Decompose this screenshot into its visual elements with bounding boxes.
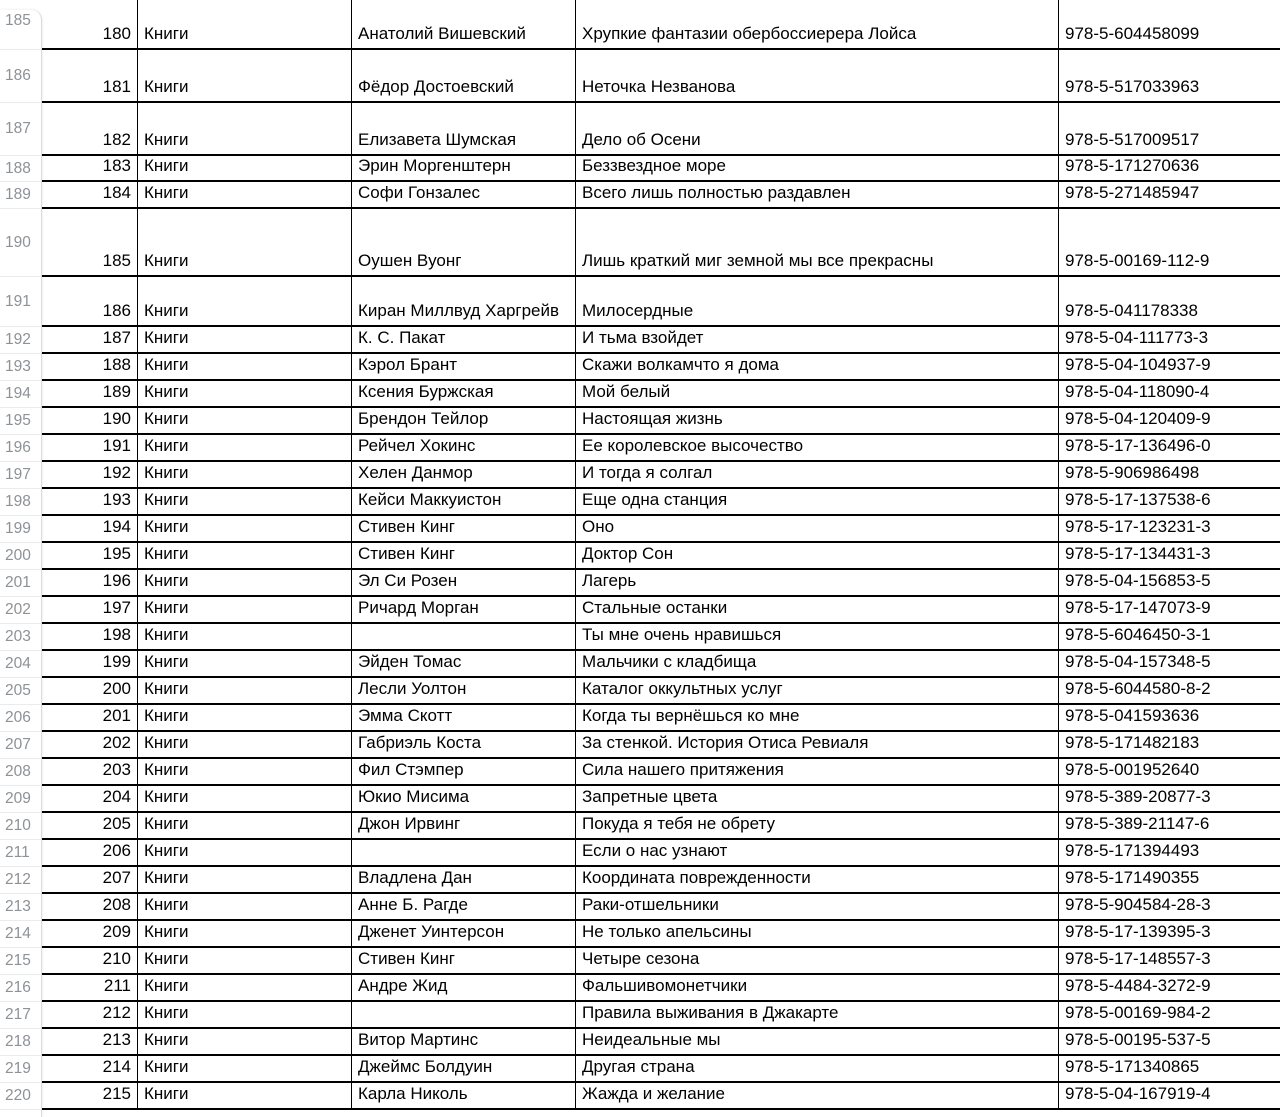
cell-author[interactable]: Эмма Скотт [352, 705, 576, 730]
cell-title[interactable]: Лишь краткий миг земной мы все прекрасны [576, 209, 1059, 275]
row-header[interactable]: 197 [0, 462, 41, 489]
cell-title[interactable]: Дело об Осени [576, 103, 1059, 154]
cell-category[interactable]: Книги [138, 732, 352, 757]
cell-isbn[interactable]: 978-5-171340865 [1065, 1057, 1200, 1076]
cell-title[interactable]: Настоящая жизнь [576, 408, 1059, 433]
cell-title[interactable]: Когда ты вернёшься ко мне [576, 705, 1059, 730]
cell-title[interactable]: Ее королевское высочество [576, 435, 1059, 460]
cell-author[interactable]: Елизавета Шумская [352, 103, 576, 154]
cell-isbn[interactable]: 978-5-17-136496-0 [1065, 436, 1211, 455]
cell-category[interactable]: Книги [138, 0, 352, 48]
cell-isbn[interactable]: 978-5-389-21147-6 [1065, 814, 1210, 833]
cell-isbn[interactable]: 978-5-17-148557-3 [1065, 949, 1211, 968]
cell-author[interactable]: Андре Жид [352, 975, 576, 1000]
row-header[interactable]: 216 [0, 975, 41, 1002]
cell-author[interactable] [352, 624, 576, 649]
table-row [41, 678, 1280, 705]
cell-isbn[interactable]: 978-5-04-104937-9 [1065, 355, 1211, 374]
cell-isbn[interactable]: 978-5-04-167919-4 [1065, 1084, 1211, 1103]
row-header[interactable]: 209 [0, 786, 41, 813]
cell-category[interactable]: Книги [138, 354, 352, 379]
cell-isbn[interactable]: 978-5-6044580-8-2 [1065, 679, 1211, 698]
cell-category[interactable]: Книги [138, 327, 352, 352]
cell-category[interactable]: Книги [138, 50, 352, 101]
cell-category[interactable]: Книги [138, 408, 352, 433]
cell-category[interactable]: Книги [138, 921, 352, 946]
cell-author[interactable]: Анатолий Вишевский [352, 0, 576, 48]
row-header[interactable]: 218 [0, 1029, 41, 1056]
cell-item-number[interactable]: 184 [41, 182, 138, 207]
cell-item-number[interactable]: 185 [41, 209, 138, 275]
table-row [41, 327, 1280, 354]
cell-category[interactable]: Книги [138, 381, 352, 406]
row-header[interactable]: 205 [0, 678, 41, 705]
cell-category[interactable]: Книги [138, 209, 352, 275]
table-row [41, 570, 1280, 597]
cell-category[interactable]: Книги [138, 840, 352, 865]
cell-category[interactable]: Книги [138, 678, 352, 703]
cell-isbn[interactable]: 978-5-171482183 [1065, 733, 1200, 752]
cell-item-number[interactable]: 198 [41, 624, 138, 649]
cell-category[interactable]: Книги [138, 156, 352, 180]
cell-item-number[interactable]: 215 [41, 1083, 138, 1108]
cell-item-number[interactable]: 190 [41, 408, 138, 433]
cell-title[interactable]: Скажи волкамчто я дома [576, 354, 1059, 379]
cell-category[interactable]: Книги [138, 894, 352, 919]
cell-title[interactable]: Жажда и желание [576, 1083, 1059, 1108]
cell-isbn[interactable]: 978-5-17-134431-3 [1065, 544, 1211, 563]
cell-category[interactable]: Книги [138, 462, 352, 487]
cell-title[interactable]: И тогда я солгал [576, 462, 1059, 487]
cell-item-number[interactable]: 180 [41, 0, 138, 48]
cell-title[interactable]: Покуда я тебя не обрету [576, 813, 1059, 838]
table-row [41, 975, 1280, 1002]
cell-category[interactable]: Книги [138, 277, 352, 325]
cell-author[interactable]: Ричард Морган [352, 597, 576, 622]
cell-category[interactable]: Книги [138, 1056, 352, 1081]
table-row [41, 50, 1280, 103]
cell-isbn[interactable]: 978-5-6046450-3-1 [1065, 625, 1211, 644]
cell-author[interactable]: Эйден Томас [352, 651, 576, 676]
cell-item-number[interactable]: 204 [41, 786, 138, 811]
cell-title[interactable]: Стальные останки [576, 597, 1059, 622]
row-header[interactable]: 214 [0, 921, 41, 948]
cell-author[interactable]: Кэрол Брант [352, 354, 576, 379]
cell-isbn[interactable]: 978-5-17-137538-6 [1065, 490, 1211, 509]
cell-isbn[interactable]: 978-5-04-120409-9 [1065, 409, 1211, 428]
table-row [41, 435, 1280, 462]
cell-title[interactable]: Неточка Незванова [576, 50, 1059, 101]
table-row [41, 759, 1280, 786]
cell-category[interactable]: Книги [138, 624, 352, 649]
row-header[interactable]: 190 [0, 209, 41, 277]
table-row [41, 103, 1280, 156]
cell-isbn[interactable]: 978-5-904584-28-3 [1065, 895, 1211, 914]
cell-item-number[interactable]: 203 [41, 759, 138, 784]
row-header[interactable]: 220 [0, 1083, 41, 1110]
cell-author[interactable]: Киран Миллвуд Харгрейв [352, 277, 576, 325]
row-number-gutter [0, 10, 42, 1117]
row-header[interactable]: 211 [0, 840, 41, 867]
cell-item-number[interactable]: 197 [41, 597, 138, 622]
table-row [41, 543, 1280, 570]
cell-author[interactable]: Дженет Уинтерсон [352, 921, 576, 946]
cell-isbn[interactable]: 978-5-041593636 [1065, 706, 1200, 725]
row-header[interactable]: 185 [0, 10, 41, 50]
cell-category[interactable]: Книги [138, 597, 352, 622]
cell-title[interactable]: Каталог оккультных услуг [576, 678, 1059, 703]
cell-category[interactable]: Книги [138, 651, 352, 676]
cell-author[interactable]: Фил Стэмпер [352, 759, 576, 784]
cell-item-number[interactable]: 186 [41, 277, 138, 325]
table-row [41, 156, 1280, 182]
cell-item-number[interactable]: 182 [41, 103, 138, 154]
cell-title[interactable]: Мальчики с кладбища [576, 651, 1059, 676]
cell-author[interactable]: Эл Си Розен [352, 570, 576, 595]
row-header[interactable]: 217 [0, 1002, 41, 1029]
row-header[interactable]: 199 [0, 516, 41, 543]
cell-author[interactable]: Софи Гонзалес [352, 182, 576, 207]
row-header[interactable]: 202 [0, 597, 41, 624]
cell-author[interactable]: Джон Ирвинг [352, 813, 576, 838]
cell-title[interactable]: Другая страна [576, 1056, 1059, 1081]
cell-category[interactable]: Книги [138, 1083, 352, 1108]
cell-item-number[interactable]: 187 [41, 327, 138, 352]
cell-title[interactable]: Ты мне очень нравишься [576, 624, 1059, 649]
cell-author[interactable]: Стивен Кинг [352, 516, 576, 541]
row-header[interactable]: 191 [0, 277, 41, 327]
row-header[interactable]: 201 [0, 570, 41, 597]
table-row [41, 948, 1280, 975]
table-row [41, 597, 1280, 624]
cell-title[interactable]: Беззвездное море [576, 156, 1059, 180]
cell-title[interactable]: Фальшивомонетчики [576, 975, 1059, 1000]
cell-author[interactable]: Рейчел Хокинс [352, 435, 576, 460]
table-row [41, 1002, 1280, 1029]
cell-author[interactable]: К. С. Пакат [352, 327, 576, 352]
row-header[interactable]: 219 [0, 1056, 41, 1083]
cell-author[interactable]: Стивен Кинг [352, 543, 576, 568]
cell-author[interactable]: Оушен Вуонг [352, 209, 576, 275]
cell-category[interactable]: Книги [138, 435, 352, 460]
row-header[interactable]: 198 [0, 489, 41, 516]
cell-category[interactable]: Книги [138, 786, 352, 811]
row-header[interactable]: 192 [0, 327, 41, 354]
cell-item-number[interactable]: 211 [41, 975, 138, 1000]
row-header[interactable]: 193 [0, 354, 41, 381]
cell-item-number[interactable]: 194 [41, 516, 138, 541]
cell-item-number[interactable]: 214 [41, 1056, 138, 1081]
cell-isbn[interactable]: 978-5-04-156853-5 [1065, 571, 1211, 590]
row-header[interactable]: 212 [0, 867, 41, 894]
row-header[interactable]: 187 [0, 103, 41, 156]
cell-title[interactable]: Координата поврежденности [576, 867, 1059, 892]
cell-isbn[interactable]: 978-5-271485947 [1065, 183, 1200, 202]
cell-isbn[interactable]: 978-5-517033963 [1065, 77, 1200, 96]
table-row [41, 209, 1280, 277]
cell-title[interactable]: Не только апельсины [576, 921, 1059, 946]
row-header[interactable]: 195 [0, 408, 41, 435]
table-row [41, 0, 1280, 50]
cell-title[interactable]: Доктор Сон [576, 543, 1059, 568]
cell-title[interactable]: Мой белый [576, 381, 1059, 406]
cell-isbn[interactable]: 978-5-4484-3272-9 [1065, 976, 1211, 995]
cell-item-number[interactable]: 210 [41, 948, 138, 973]
cell-isbn[interactable]: 978-5-604458099 [1065, 24, 1200, 43]
row-header[interactable]: 210 [0, 813, 41, 840]
cell-title[interactable]: Четыре сезона [576, 948, 1059, 973]
cell-title[interactable]: Если о нас узнают [576, 840, 1059, 865]
cell-title[interactable]: Оно [576, 516, 1059, 541]
cell-item-number[interactable]: 209 [41, 921, 138, 946]
cell-isbn[interactable]: 978-5-00169-112-9 [1065, 251, 1210, 270]
cell-category[interactable]: Книги [138, 103, 352, 154]
cell-title[interactable]: Правила выживания в Джакарте [576, 1002, 1059, 1027]
cell-item-number[interactable]: 195 [41, 543, 138, 568]
table-row [41, 894, 1280, 921]
table-row [41, 408, 1280, 435]
cell-category[interactable]: Книги [138, 867, 352, 892]
table-row [41, 705, 1280, 732]
cell-item-number[interactable]: 202 [41, 732, 138, 757]
cell-item-number[interactable]: 189 [41, 381, 138, 406]
cell-isbn[interactable]: 978-5-171394493 [1065, 841, 1200, 860]
cell-category[interactable]: Книги [138, 516, 352, 541]
cell-author[interactable]: Лесли Уолтон [352, 678, 576, 703]
row-header[interactable]: 213 [0, 894, 41, 921]
cell-author[interactable]: Эрин Моргенштерн [352, 156, 576, 180]
cell-title[interactable]: Запретные цвета [576, 786, 1059, 811]
cell-item-number[interactable]: 188 [41, 354, 138, 379]
table-row [41, 354, 1280, 381]
row-header[interactable]: 188 [0, 156, 41, 182]
cell-item-number[interactable]: 196 [41, 570, 138, 595]
cell-author[interactable]: Хелен Данмор [352, 462, 576, 487]
sheet-grid [41, 0, 1280, 1110]
cell-item-number[interactable]: 192 [41, 462, 138, 487]
table-row [41, 381, 1280, 408]
table-row [41, 921, 1280, 948]
row-header[interactable]: 204 [0, 651, 41, 678]
cell-category[interactable]: Книги [138, 543, 352, 568]
cell-item-number[interactable]: 199 [41, 651, 138, 676]
cell-category[interactable]: Книги [138, 705, 352, 730]
cell-isbn[interactable]: 978-5-17-123231-3 [1065, 517, 1211, 536]
row-header[interactable]: 196 [0, 435, 41, 462]
cell-title[interactable]: Раки-отшельники [576, 894, 1059, 919]
row-header[interactable]: 186 [0, 50, 41, 103]
cell-isbn[interactable]: 978-5-04-111773-3 [1065, 328, 1209, 347]
cell-author[interactable]: Юкио Мисима [352, 786, 576, 811]
cell-item-number[interactable]: 213 [41, 1029, 138, 1054]
cell-title[interactable]: Сила нашего притяжения [576, 759, 1059, 784]
table-row [41, 516, 1280, 543]
cell-author[interactable]: Габриэль Коста [352, 732, 576, 757]
cell-category[interactable]: Книги [138, 1002, 352, 1027]
table-row [41, 732, 1280, 759]
row-number-gutter-inner [0, 10, 41, 1110]
row-header[interactable]: 200 [0, 543, 41, 570]
table-row [41, 813, 1280, 840]
cell-title[interactable]: И тьма взойдет [576, 327, 1059, 352]
cell-title[interactable]: За стенкой. История Отиса Ревиаля [576, 732, 1059, 757]
row-header[interactable]: 207 [0, 732, 41, 759]
cell-item-number[interactable]: 208 [41, 894, 138, 919]
cell-isbn[interactable]: 978-5-171270636 [1065, 156, 1200, 175]
cell-category[interactable]: Книги [138, 570, 352, 595]
cell-title[interactable]: Хрупкие фантазии обербоссиерера Лойса [576, 0, 1059, 48]
cell-category[interactable]: Книги [138, 975, 352, 1000]
row-header[interactable]: 203 [0, 624, 41, 651]
cell-item-number[interactable]: 181 [41, 50, 138, 101]
cell-isbn[interactable]: 978-5-001952640 [1065, 760, 1200, 779]
cell-author[interactable]: Ксения Буржская [352, 381, 576, 406]
row-header[interactable]: 215 [0, 948, 41, 975]
cell-isbn[interactable]: 978-5-17-139395-3 [1065, 922, 1211, 941]
cell-item-number[interactable]: 206 [41, 840, 138, 865]
cell-author[interactable]: Анне Б. Рагде [352, 894, 576, 919]
cell-author[interactable] [352, 840, 576, 865]
cell-author[interactable]: Джеймс Болдуин [352, 1056, 576, 1081]
table-row [41, 840, 1280, 867]
cell-title[interactable]: Неидеальные мы [576, 1029, 1059, 1054]
table-row [41, 489, 1280, 516]
cell-category[interactable]: Книги [138, 489, 352, 514]
table-row [41, 786, 1280, 813]
cell-author[interactable]: Брендон Тейлор [352, 408, 576, 433]
cell-category[interactable]: Книги [138, 759, 352, 784]
table-row [41, 1029, 1280, 1056]
cell-author[interactable]: Витор Мартинс [352, 1029, 576, 1054]
table-row [41, 867, 1280, 894]
cell-isbn[interactable]: 978-5-041178338 [1065, 301, 1198, 320]
cell-title[interactable]: Еще одна станция [576, 489, 1059, 514]
cell-author[interactable]: Кейси Маккуистон [352, 489, 576, 514]
cell-author[interactable]: Фёдор Достоевский [352, 50, 576, 101]
cell-isbn[interactable]: 978-5-04-157348-5 [1065, 652, 1211, 671]
cell-isbn[interactable]: 978-5-389-20877-3 [1065, 787, 1211, 806]
cell-item-number[interactable]: 212 [41, 1002, 138, 1027]
cell-item-number[interactable]: 205 [41, 813, 138, 838]
table-row [41, 1056, 1280, 1083]
cell-author[interactable]: Владлена Дан [352, 867, 576, 892]
cell-isbn[interactable]: 978-5-517009517 [1065, 130, 1200, 149]
row-header[interactable]: 194 [0, 381, 41, 408]
cell-category[interactable]: Книги [138, 182, 352, 207]
table-row [41, 1083, 1280, 1110]
table-row [41, 182, 1280, 209]
cell-isbn[interactable]: 978-5-00195-537-5 [1065, 1030, 1211, 1049]
cell-author[interactable] [352, 1002, 576, 1027]
cell-category[interactable]: Книги [138, 948, 352, 973]
table-row [41, 462, 1280, 489]
cell-title[interactable]: Милосердные [576, 277, 1059, 325]
cell-isbn[interactable]: 978-5-906986498 [1065, 463, 1200, 482]
cell-item-number[interactable]: 200 [41, 678, 138, 703]
cell-isbn[interactable]: 978-5-17-147073-9 [1065, 598, 1211, 617]
cell-isbn[interactable]: 978-5-00169-984-2 [1065, 1003, 1211, 1022]
cell-item-number[interactable]: 201 [41, 705, 138, 730]
row-header[interactable]: 206 [0, 705, 41, 732]
row-header[interactable]: 189 [0, 182, 41, 209]
cell-item-number[interactable]: 183 [41, 156, 138, 180]
cell-isbn[interactable]: 978-5-171490355 [1065, 868, 1200, 887]
cell-category[interactable]: Книги [138, 1029, 352, 1054]
table-row [41, 624, 1280, 651]
cell-item-number[interactable]: 207 [41, 867, 138, 892]
cell-isbn[interactable]: 978-5-04-118090-4 [1065, 382, 1210, 401]
cell-item-number[interactable]: 193 [41, 489, 138, 514]
cell-item-number[interactable]: 191 [41, 435, 138, 460]
row-header[interactable]: 208 [0, 759, 41, 786]
table-row [41, 651, 1280, 678]
cell-category[interactable]: Книги [138, 813, 352, 838]
cell-title[interactable]: Всего лишь полностью раздавлен [576, 182, 1059, 207]
cell-author[interactable]: Карла Николь [352, 1083, 576, 1108]
table-row [41, 277, 1280, 327]
cell-author[interactable]: Стивен Кинг [352, 948, 576, 973]
cell-title[interactable]: Лагерь [576, 570, 1059, 595]
